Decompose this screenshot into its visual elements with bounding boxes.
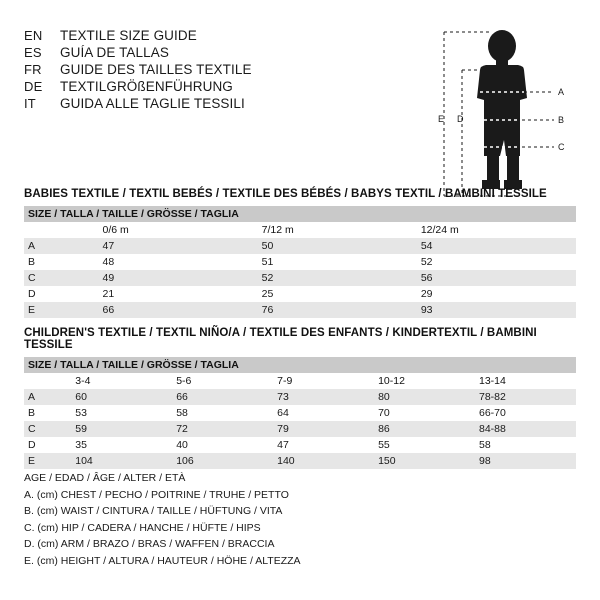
children-cell: 58 [172, 405, 273, 421]
babies-cell: 50 [258, 238, 417, 254]
babies-cell: 66 [99, 302, 258, 318]
babies-table [24, 206, 576, 318]
title-row [24, 28, 444, 43]
children-cell: 53 [71, 405, 172, 421]
children-section [24, 327, 576, 469]
figure-label-a: A [558, 87, 565, 97]
babies-col-1: 7/12 m [258, 222, 417, 238]
title-block [24, 28, 444, 113]
children-cell: 35 [71, 437, 172, 453]
babies-col-blank [24, 222, 99, 238]
babies-cell: 52 [417, 254, 576, 270]
babies-cell: 51 [258, 254, 417, 270]
table-row [24, 254, 576, 270]
children-cell: 98 [475, 453, 576, 469]
babies-cell: 47 [99, 238, 258, 254]
babies-row-label: A [24, 238, 99, 254]
children-cell: 55 [374, 437, 475, 453]
children-cell: 66 [172, 389, 273, 405]
babies-cell: 93 [417, 302, 576, 318]
title-row [24, 45, 444, 60]
children-cell: 140 [273, 453, 374, 469]
title-lang-es: ES [24, 45, 42, 60]
table-row [24, 389, 576, 405]
children-cell: 72 [172, 421, 273, 437]
babies-cell: 25 [258, 286, 417, 302]
children-col-blank [24, 373, 71, 389]
table-header-row [24, 357, 576, 373]
babies-cell: 56 [417, 270, 576, 286]
babies-row-label: E [24, 302, 99, 318]
children-cell: 84-88 [475, 421, 576, 437]
children-cell: 40 [172, 437, 273, 453]
table-row [24, 453, 576, 469]
legend-line-e: E. (cm) HEIGHT / ALTURA / HAUTEUR / HÖHE / ALTEZZA [24, 554, 301, 567]
babies-cell: 54 [417, 238, 576, 254]
children-cell: 47 [273, 437, 374, 453]
table-row [24, 421, 576, 437]
children-cell: 80 [374, 389, 475, 405]
children-cell: 86 [374, 421, 475, 437]
title-text-it: GUIDA ALLE TAGLIE TESSILI [60, 96, 245, 111]
children-cell: 104 [71, 453, 172, 469]
babies-row-label: D [24, 286, 99, 302]
children-row-label: B [24, 405, 71, 421]
children-cell: 78-82 [475, 389, 576, 405]
children-cell: 150 [374, 453, 475, 469]
title-text-fr: GUIDE DES TAILLES TEXTILE [60, 62, 252, 77]
title-lang-de: DE [24, 79, 43, 94]
title-lang-en: EN [24, 28, 43, 43]
title-text-en: TEXTILE SIZE GUIDE [60, 28, 197, 43]
children-heading: CHILDREN'S TEXTILE / TEXTIL NIÑO/A / TEXTILE DES ENFANTS / KINDERTEXTIL / BAMBINI TESSILE [24, 327, 537, 351]
legend-line-age: AGE / EDAD / ÂGE / ALTER / ETÀ [24, 472, 186, 484]
babies-cell: 48 [99, 254, 258, 270]
children-cell: 59 [71, 421, 172, 437]
children-col-3: 10-12 [374, 373, 475, 389]
legend-line-b: B. (cm) WAIST / CINTURA / TAILLE / HÜFTUNG / VITA [24, 505, 283, 517]
children-col-0: 3-4 [71, 373, 172, 389]
title-text-es: GUÍA DE TALLAS [60, 45, 169, 60]
title-lang-it: IT [24, 96, 36, 111]
legend-line-d: D. (cm) ARM / BRAZO / BRAS / WAFFEN / BRACCIA [24, 538, 275, 550]
table-row [24, 437, 576, 453]
title-row [24, 62, 444, 77]
children-col-4: 13-14 [475, 373, 576, 389]
legend-line-a: A. (cm) CHEST / PECHO / POITRINE / TRUHE / PETTO [24, 488, 289, 501]
children-cell: 79 [273, 421, 374, 437]
silhouette-body [477, 30, 527, 189]
children-cell: 73 [273, 389, 374, 405]
children-size-header: SIZE / TALLA / TAILLE / GRÖSSE / TAGLIA [28, 359, 239, 371]
table-row [24, 286, 576, 302]
title-row [24, 96, 444, 111]
title-text-de: TEXTILGRÖßENFÜHRUNG [60, 79, 233, 94]
children-col-2: 7-9 [273, 373, 374, 389]
babies-cell: 29 [417, 286, 576, 302]
table-column-row [24, 373, 576, 389]
figure-label-d: D [457, 114, 464, 124]
children-table [24, 357, 576, 469]
table-column-row [24, 222, 576, 238]
children-cell: 58 [475, 437, 576, 453]
babies-cell: 76 [258, 302, 417, 318]
babies-cell: 21 [99, 286, 258, 302]
babies-cell: 52 [258, 270, 417, 286]
children-cell: 64 [273, 405, 374, 421]
babies-section [24, 188, 576, 318]
children-row-label: C [24, 421, 71, 437]
children-col-1: 5-6 [172, 373, 273, 389]
figure-label-c: C [558, 142, 565, 152]
children-cell: 60 [71, 389, 172, 405]
babies-col-2: 12/24 m [417, 222, 576, 238]
table-header-row [24, 206, 576, 222]
children-row-label: A [24, 389, 71, 405]
legend-block [24, 470, 564, 569]
babies-col-0: 0/6 m [99, 222, 258, 238]
children-row-label: E [24, 453, 71, 469]
legend-line-c: C. (cm) HIP / CADERA / HANCHE / HÜFTE / HIPS [24, 521, 261, 534]
silhouette-svg [430, 26, 590, 206]
table-row [24, 270, 576, 286]
title-row [24, 79, 444, 94]
children-cell: 70 [374, 405, 475, 421]
measure-lines-extend [522, 92, 554, 147]
title-lang-fr: FR [24, 62, 42, 77]
figure-label-b: B [558, 115, 565, 125]
children-cell: 66-70 [475, 405, 576, 421]
table-row [24, 405, 576, 421]
babies-cell: 49 [99, 270, 258, 286]
children-cell: 106 [172, 453, 273, 469]
children-row-label: D [24, 437, 71, 453]
babies-row-label: B [24, 254, 99, 270]
babies-heading: BABIES TEXTILE / TEXTIL BEBÉS / TEXTILE DES BÉBÉS / BABYS TEXTIL / BAMBINI TESSILE [24, 188, 547, 200]
table-row [24, 302, 576, 318]
child-silhouette-figure [430, 26, 590, 206]
babies-size-header: SIZE / TALLA / TAILLE / GRÖSSE / TAGLIA [28, 208, 239, 220]
table-row [24, 238, 576, 254]
babies-row-label: C [24, 270, 99, 286]
figure-label-e: E [438, 114, 445, 124]
